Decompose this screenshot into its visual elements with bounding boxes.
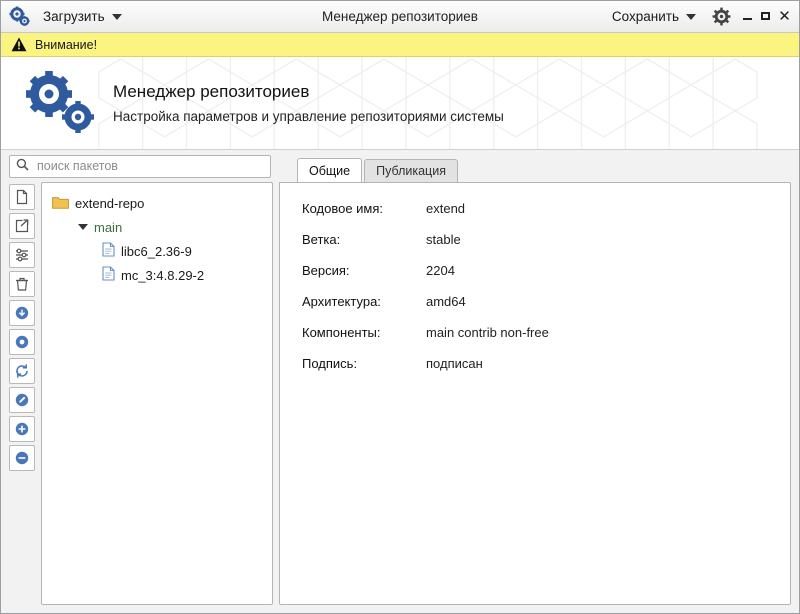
- save-menu-label: Сохранить: [611, 9, 679, 24]
- warning-triangle-icon: [11, 37, 27, 52]
- window-controls: [742, 7, 791, 25]
- trash-icon[interactable]: [9, 271, 35, 297]
- tree-item-label: extend-repo: [75, 195, 145, 211]
- detail-key: Подпись:: [302, 356, 358, 371]
- file-icon: [102, 242, 115, 260]
- remove-minus-icon[interactable]: [9, 445, 35, 471]
- detail-value: main contrib non-free: [426, 325, 549, 340]
- twisty-down-icon[interactable]: [78, 224, 88, 230]
- minimize-button[interactable]: [742, 10, 755, 23]
- title-bar: [1, 1, 799, 33]
- tree-item-label: main: [94, 219, 123, 235]
- save-menu-button[interactable]: [606, 6, 702, 27]
- gear-icon: [712, 7, 731, 26]
- detail-value: extend: [426, 201, 466, 216]
- main-body: [1, 164, 799, 613]
- refresh-icon[interactable]: [9, 358, 35, 384]
- detail-row: [302, 294, 768, 309]
- banner-subtitle: Настройка параметров и управление репозиториями системы: [113, 109, 504, 124]
- detail-value: 2204: [426, 263, 455, 278]
- filter-sliders-icon[interactable]: [9, 242, 35, 268]
- repository-tree-panel[interactable]: [41, 182, 273, 605]
- warning-bar: [1, 33, 799, 57]
- search-icon: [16, 158, 29, 174]
- title-bar-right: [606, 6, 793, 28]
- detail-value: stable: [426, 232, 461, 247]
- window-title: Менеджер репозиториев: [322, 9, 478, 24]
- banner: [1, 57, 799, 150]
- download-cloud-icon[interactable]: [9, 300, 35, 326]
- title-bar-left: [7, 6, 128, 28]
- banner-text: [113, 82, 504, 124]
- tab-publication[interactable]: Публикация: [364, 159, 458, 182]
- detail-row: [302, 356, 768, 371]
- detail-key: Компоненты:: [302, 325, 381, 340]
- details-panel: [279, 182, 791, 605]
- detail-row: [302, 325, 768, 340]
- tab-bar: [279, 158, 791, 182]
- tree-item-main[interactable]: [48, 215, 266, 239]
- detail-row: [302, 263, 768, 278]
- details-area: [279, 158, 791, 605]
- chevron-down-icon: [112, 14, 122, 20]
- detail-key: Архитектура:: [302, 294, 381, 309]
- banner-title: Менеджер репозиториев: [113, 82, 310, 101]
- tree-item-label: mc_3:4.8.29-2: [121, 267, 205, 283]
- warning-text: Внимание!: [35, 37, 98, 52]
- chevron-down-icon: [686, 14, 696, 20]
- close-button[interactable]: ✕: [778, 7, 791, 25]
- record-circle-icon[interactable]: [9, 329, 35, 355]
- settings-button[interactable]: [710, 6, 732, 28]
- gears-logo: [23, 70, 97, 136]
- export-icon[interactable]: [9, 213, 35, 239]
- search-input[interactable]: [35, 158, 264, 174]
- add-plus-icon[interactable]: [9, 416, 35, 442]
- file-icon: [102, 266, 115, 284]
- load-menu-button[interactable]: [37, 6, 128, 27]
- tree-item-package[interactable]: [48, 263, 266, 287]
- tree-item-extend-repo[interactable]: [48, 191, 266, 215]
- maximize-button[interactable]: [760, 10, 773, 23]
- new-file-icon[interactable]: [9, 184, 35, 210]
- detail-key: Ветка:: [302, 232, 341, 247]
- detail-key: Версия:: [302, 263, 350, 278]
- load-menu-label: Загрузить: [43, 9, 105, 24]
- detail-key: Кодовое имя:: [302, 201, 384, 216]
- search-box[interactable]: [9, 155, 271, 178]
- detail-row: [302, 232, 768, 247]
- edit-pencil-icon[interactable]: [9, 387, 35, 413]
- gears-icon: [9, 6, 31, 28]
- detail-value: amd64: [426, 294, 466, 309]
- tab-general[interactable]: Общие: [297, 158, 362, 182]
- folder-icon: [52, 195, 69, 212]
- detail-row: [302, 201, 768, 216]
- side-toolbar: [9, 182, 35, 605]
- detail-value: подписан: [426, 356, 483, 371]
- tree-item-label: libc6_2.36-9: [121, 243, 192, 259]
- tree-item-package[interactable]: [48, 239, 266, 263]
